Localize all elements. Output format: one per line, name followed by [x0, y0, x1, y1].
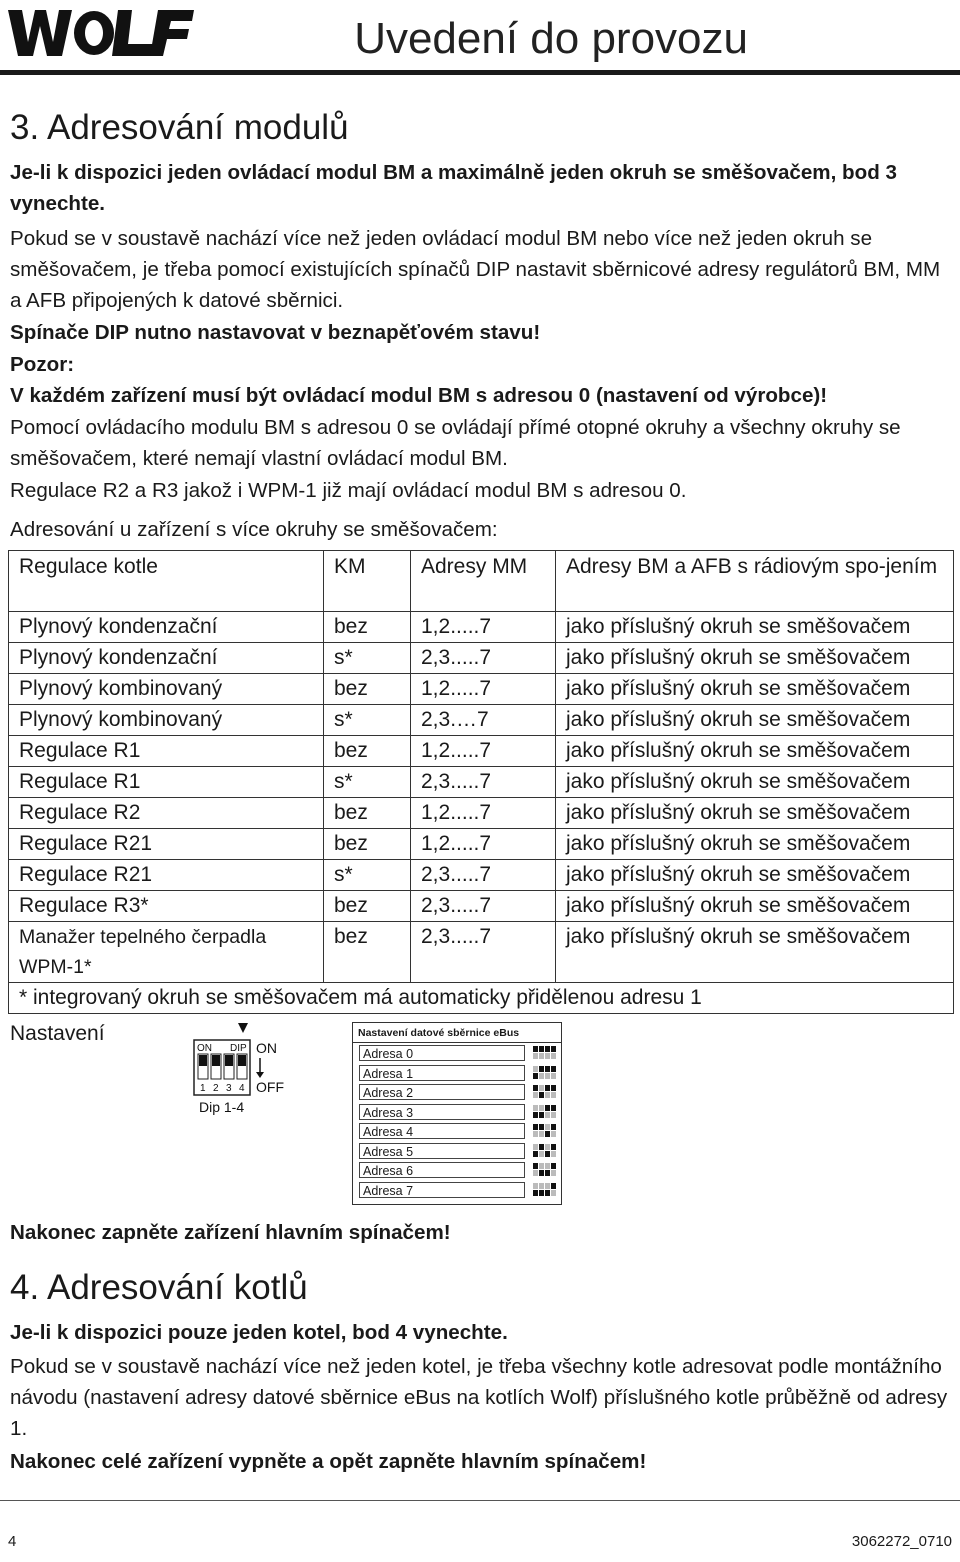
cell: jako příslušný okruh se směšovačem: [556, 860, 954, 891]
ebus-address-label: Adresa 3: [359, 1104, 525, 1120]
section-4-final: Nakonec celé zařízení vypněte a opět zapněte hlavním spínačem!: [10, 1450, 647, 1473]
cell: jako příslušný okruh se směšovačem: [556, 736, 954, 767]
cell: jako příslušný okruh se směšovačem: [556, 829, 954, 860]
cell: 2,3.....7: [411, 767, 556, 798]
ebus-row: [353, 1121, 561, 1141]
header-cell: Adresy BM a AFB s rádiovým spo-jením: [556, 551, 954, 612]
dip-label: DIP: [230, 1043, 247, 1054]
ebus-address-label: Adresa 1: [359, 1065, 525, 1081]
ebus-row: [353, 1141, 561, 1161]
cell: Plynový kombinovaný: [9, 705, 324, 736]
cell: jako příslušný okruh se směšovačem: [556, 798, 954, 829]
switch-pattern-icon: [533, 1066, 557, 1080]
switch-pattern-icon: [533, 1144, 557, 1158]
document-number: 3062272_0710: [851, 1533, 952, 1550]
switch-pattern-icon: [533, 1085, 557, 1099]
cell: bez: [324, 829, 411, 860]
cell: bez: [324, 736, 411, 767]
cell: s*: [324, 860, 411, 891]
cell: 1,2.....7: [411, 798, 556, 829]
dip-off-label: OFF: [256, 1079, 284, 1095]
table-footnote-row: [9, 983, 954, 1014]
ebus-row: [353, 1102, 561, 1122]
cell: Plynový kondenzační: [9, 643, 324, 674]
cell: jako příslušný okruh se směšovačem: [556, 612, 954, 643]
table-row: [9, 860, 954, 891]
cell: bez: [324, 891, 411, 922]
nastaveni-label: Nastavení: [10, 1022, 105, 1045]
table-row: [9, 612, 954, 643]
section-3-final: Nakonec zapněte zařízení hlavním spínačem!: [10, 1221, 451, 1244]
pozor-text: V každém zařízení musí být ovládací modul BM s adresou 0 (nastavení od výrobce)!: [10, 384, 828, 407]
wolf-logo: [8, 8, 194, 58]
cell: Plynový kondenzační: [9, 612, 324, 643]
cell: Regulace R3*: [9, 891, 324, 922]
ebus-settings-box: [352, 1022, 562, 1205]
cell: jako příslušný okruh se směšovačem: [556, 674, 954, 705]
dip-switch-diagram: [193, 1020, 293, 1116]
addressing-table: [8, 550, 954, 1014]
ebus-address-label: Adresa 7: [359, 1182, 525, 1198]
switch-pattern-icon: [533, 1183, 557, 1197]
ebus-row: [353, 1160, 561, 1180]
ebus-address-label: Adresa 5: [359, 1143, 525, 1159]
switch-pattern-icon: [533, 1124, 557, 1138]
cell: Regulace R1: [9, 736, 324, 767]
cell: Manažer tepelného čerpadla WPM-1*: [9, 922, 324, 983]
ebus-address-label: Adresa 6: [359, 1162, 525, 1178]
cell: 2,3.....7: [411, 922, 556, 983]
footer-rule: [0, 1500, 960, 1501]
cell: 1,2.....7: [411, 612, 556, 643]
cell: 2,3.....7: [411, 860, 556, 891]
ebus-address-label: Adresa 2: [359, 1084, 525, 1100]
dip-number: 1: [200, 1083, 206, 1094]
cell: 1,2.....7: [411, 736, 556, 767]
header-cell: Adresy MM: [411, 551, 556, 612]
page-number: 4: [8, 1533, 17, 1550]
ebus-row: [353, 1180, 561, 1200]
table-row: [9, 705, 954, 736]
section-3-intro: Je-li k dispozici jeden ovládací modul BM a maximálně jeden okruh se směšovačem, bod 3 vynechte.: [10, 161, 897, 215]
table-row: [9, 829, 954, 860]
table-footnote: * integrovaný okruh se směšovačem má automaticky přidělenou adresu 1: [9, 983, 954, 1014]
cell: Regulace R2: [9, 798, 324, 829]
table-row: [9, 891, 954, 922]
dip-number: 2: [213, 1083, 219, 1094]
dip-warning: Spínače DIP nutno nastavovat v beznapěťovém stavu!: [10, 321, 541, 344]
cell: jako příslušný okruh se směšovačem: [556, 767, 954, 798]
cell: bez: [324, 798, 411, 829]
cell: Regulace R1: [9, 767, 324, 798]
switch-pattern-icon: [533, 1163, 557, 1177]
cell: Regulace R21: [9, 829, 324, 860]
cell: jako příslušný okruh se směšovačem: [556, 705, 954, 736]
switch-pattern-icon: [533, 1105, 557, 1119]
cell: Regulace R21: [9, 860, 324, 891]
table-header-row: [9, 551, 954, 612]
section-3-paragraph-2: Pomocí ovládacího modulu BM s adresou 0 se ovládají přímé otopné okruhy a všechny okruhy se směšovačem, které nemají vlastní ovládací modul BM.: [10, 416, 901, 470]
table-row: [9, 674, 954, 705]
table-row: [9, 798, 954, 829]
table-row: [9, 643, 954, 674]
ebus-title: Nastavení datové sběrnice eBus: [353, 1023, 561, 1043]
ebus-row: [353, 1043, 561, 1063]
cell: s*: [324, 767, 411, 798]
dip-number: 4: [239, 1083, 245, 1094]
cell: s*: [324, 643, 411, 674]
section-3-paragraph-1: Pokud se v soustavě nachází více než jeden ovládací modul BM nebo více než jeden okruh se směšovačem, je třeba pomocí existujících spínačů DIP nastavit sběrnicové adresy regulátorů BM, MM a AFB připojených k datové sběrnici.: [10, 227, 941, 312]
section-3-paragraph-3: Regulace R2 a R3 jakož i WPM-1 již mají ovládací modul BM s adresou 0.: [10, 479, 687, 502]
page-title: Uvedení do provozu: [354, 14, 748, 63]
switch-pattern-icon: [533, 1046, 557, 1060]
cell: s*: [324, 705, 411, 736]
cell: 1,2.....7: [411, 674, 556, 705]
cell: jako příslušný okruh se směšovačem: [556, 643, 954, 674]
cell: Plynový kombinovaný: [9, 674, 324, 705]
cell: bez: [324, 612, 411, 643]
section-4-heading: 4. Adresování kotlů: [10, 1268, 308, 1307]
table-row: [9, 736, 954, 767]
cell: 2,3.....7: [411, 643, 556, 674]
header-cell: Regulace kotle: [9, 551, 324, 612]
dip-caption: Dip 1-4: [199, 1099, 245, 1115]
cell: bez: [324, 674, 411, 705]
ebus-row: [353, 1063, 561, 1083]
table-caption: Adresování u zařízení s více okruhy se směšovačem:: [10, 518, 498, 541]
section-4-intro: Je-li k dispozici pouze jeden kotel, bod 4 vynechte.: [10, 1321, 508, 1344]
section-3-heading: 3. Adresování modulů: [10, 108, 349, 147]
cell: jako příslušný okruh se směšovačem: [556, 922, 954, 983]
ebus-address-label: Adresa 4: [359, 1123, 525, 1139]
dip-on-small: ON: [197, 1043, 212, 1054]
cell: jako příslušný okruh se směšovačem: [556, 891, 954, 922]
dip-number: 3: [226, 1083, 232, 1094]
cell: 2,3.…7: [411, 705, 556, 736]
ebus-row: [353, 1082, 561, 1102]
dip-on-label: ON: [256, 1040, 277, 1056]
pozor-label: Pozor:: [10, 353, 75, 376]
section-4-paragraph-1: Pokud se v soustavě nachází více než jeden kotel, je třeba všechny kotle adresovat podle montážního návodu (nastavení adresy datové sběrnice eBus na kotlích Wolf) příslušného kotle průběžně od adresy 1.: [10, 1355, 948, 1440]
cell: 1,2.....7: [411, 829, 556, 860]
header-rule: [0, 70, 960, 75]
cell: bez: [324, 922, 411, 983]
table-row: [9, 922, 954, 983]
cell: 2,3.....7: [411, 891, 556, 922]
ebus-address-label: Adresa 0: [359, 1045, 525, 1061]
table-row: [9, 767, 954, 798]
header-cell: KM: [324, 551, 411, 612]
